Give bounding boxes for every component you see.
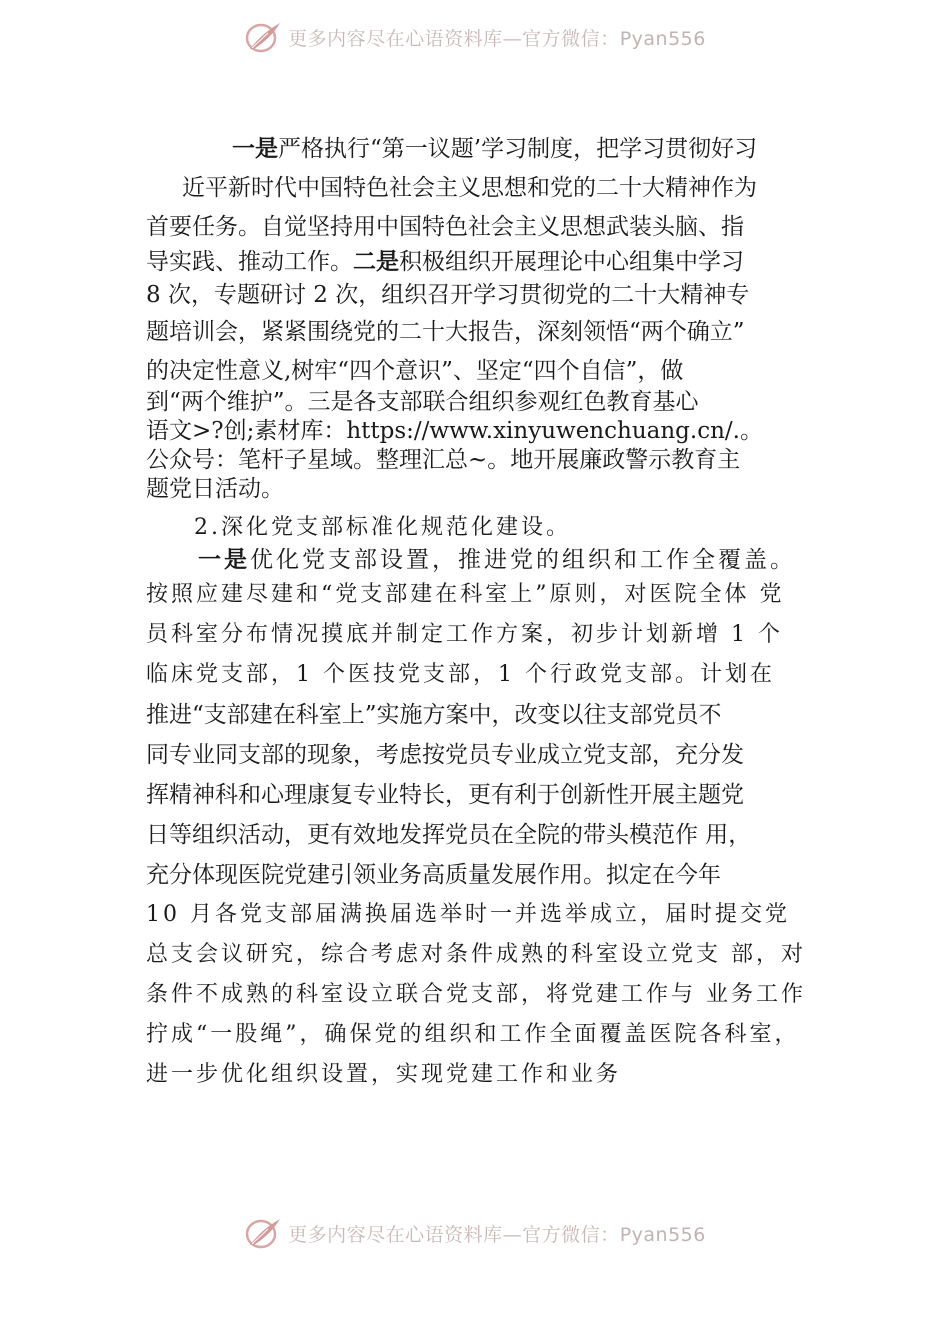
paragraph-2-line-4: 临床党支部，1 个医技党支部，1 个行政党支部。计划在 xyxy=(146,662,775,687)
pen-feather-icon xyxy=(244,19,284,55)
paragraph-1-line-2: 近平新时代中国特色社会主义思想和党的二十大精神作为 xyxy=(182,175,757,201)
paragraph-1-line-5: 8 次，专题研讨 2 次，组织召开学习贯彻党的二十大精神专 xyxy=(146,282,750,308)
paragraph-1-line-8: 到“两个维护”。三是各支部联合组织参观红色教育基心 xyxy=(146,389,699,415)
paragraph-2-line-8: 日等组织活动，更有效地发挥党员在全院的带头模范作 用， xyxy=(146,822,752,848)
paragraph-2-line-14: 进一步优化组织设置，实现党建工作和业务 xyxy=(146,1062,622,1087)
section-heading-2: 2.深化党支部标准化规范化建设。 xyxy=(194,515,571,540)
paragraph-2-line-12: 条件不成熟的科室设立联合党支部，将党建工作与 业务工作 xyxy=(146,982,806,1007)
paragraph-2-line-7: 挥精神科和心理康复专业特长，更有利于创新性开展主题党 xyxy=(146,782,744,808)
paragraph-2-line-5: 推进“支部建在科室上”实施方案中，改变以往支部党员不 xyxy=(146,702,722,728)
paragraph-2-line-3: 员科室分布情况摸底并制定工作方案，初步计划新增 1 个 xyxy=(146,622,783,647)
paragraph-2-line-13: 拧成“一股绳”，确保党的组织和工作全面覆盖医院各科室， xyxy=(146,1022,800,1047)
pen-feather-icon xyxy=(244,1215,284,1251)
paragraph-1-line-6: 题培训会，紧紧围绕党的二十大报告，深刻领悟“两个确立” xyxy=(146,319,745,345)
paragraph-1-line-10: 公众号：笔杆子星域。整理汇总~。地开展廉政警示教育主 xyxy=(146,447,741,473)
footer-watermark-banner xyxy=(0,1208,950,1258)
paragraph-1-line-1: 一是严格执行“第一议题’学习制度，把学习贯彻好习 xyxy=(232,136,758,162)
paragraph-1-line-9: 语文>?创;素材库：https://www.xinyuwenchuang.cn/.。 xyxy=(146,418,763,444)
paragraph-2-line-9: 充分体现医院党建引领业务高质量发展作用。拟定在今年 xyxy=(146,862,721,888)
paragraph-1-line-4: 导实践、推动工作。二是积极组织开展理论中心组集中学习 xyxy=(146,249,744,275)
paragraph-2-line-11: 总支会议研究，综合考虑对条件成熟的科室设立党支 部，对 xyxy=(146,942,806,967)
paragraph-1-line-11: 题党日活动。 xyxy=(146,476,284,502)
paragraph-1-line-7: 的决定性意义,树牢“四个意识”、坚定“四个自信”，做 xyxy=(146,358,684,384)
paragraph-1-line-3: 首要任务。自觉坚持用中国特色社会主义思想武装头脑、指 xyxy=(146,214,744,240)
paragraph-2-line-6: 同专业同支部的现象，考虑按党员专业成立党支部，充分发 xyxy=(146,742,744,768)
paragraph-2-line-10: 10 月各党支部届满换届选举时一并选举成立，届时提交党 xyxy=(146,902,790,927)
document-body xyxy=(146,128,826,1087)
paragraph-2-line-1: 一是优化党支部设置，推进党的组织和工作全覆盖。 xyxy=(198,547,796,573)
watermark-text: 更多内容尽在心语资料库—官方微信：Pyan556 xyxy=(288,27,706,50)
paragraph-2-line-2: 按照应建尽建和“党支部建在科室上”原则，对医院全体 党 xyxy=(146,582,785,607)
header-watermark-banner xyxy=(0,12,950,62)
watermark-text: 更多内容尽在心语资料库—官方微信：Pyan556 xyxy=(288,1223,706,1246)
